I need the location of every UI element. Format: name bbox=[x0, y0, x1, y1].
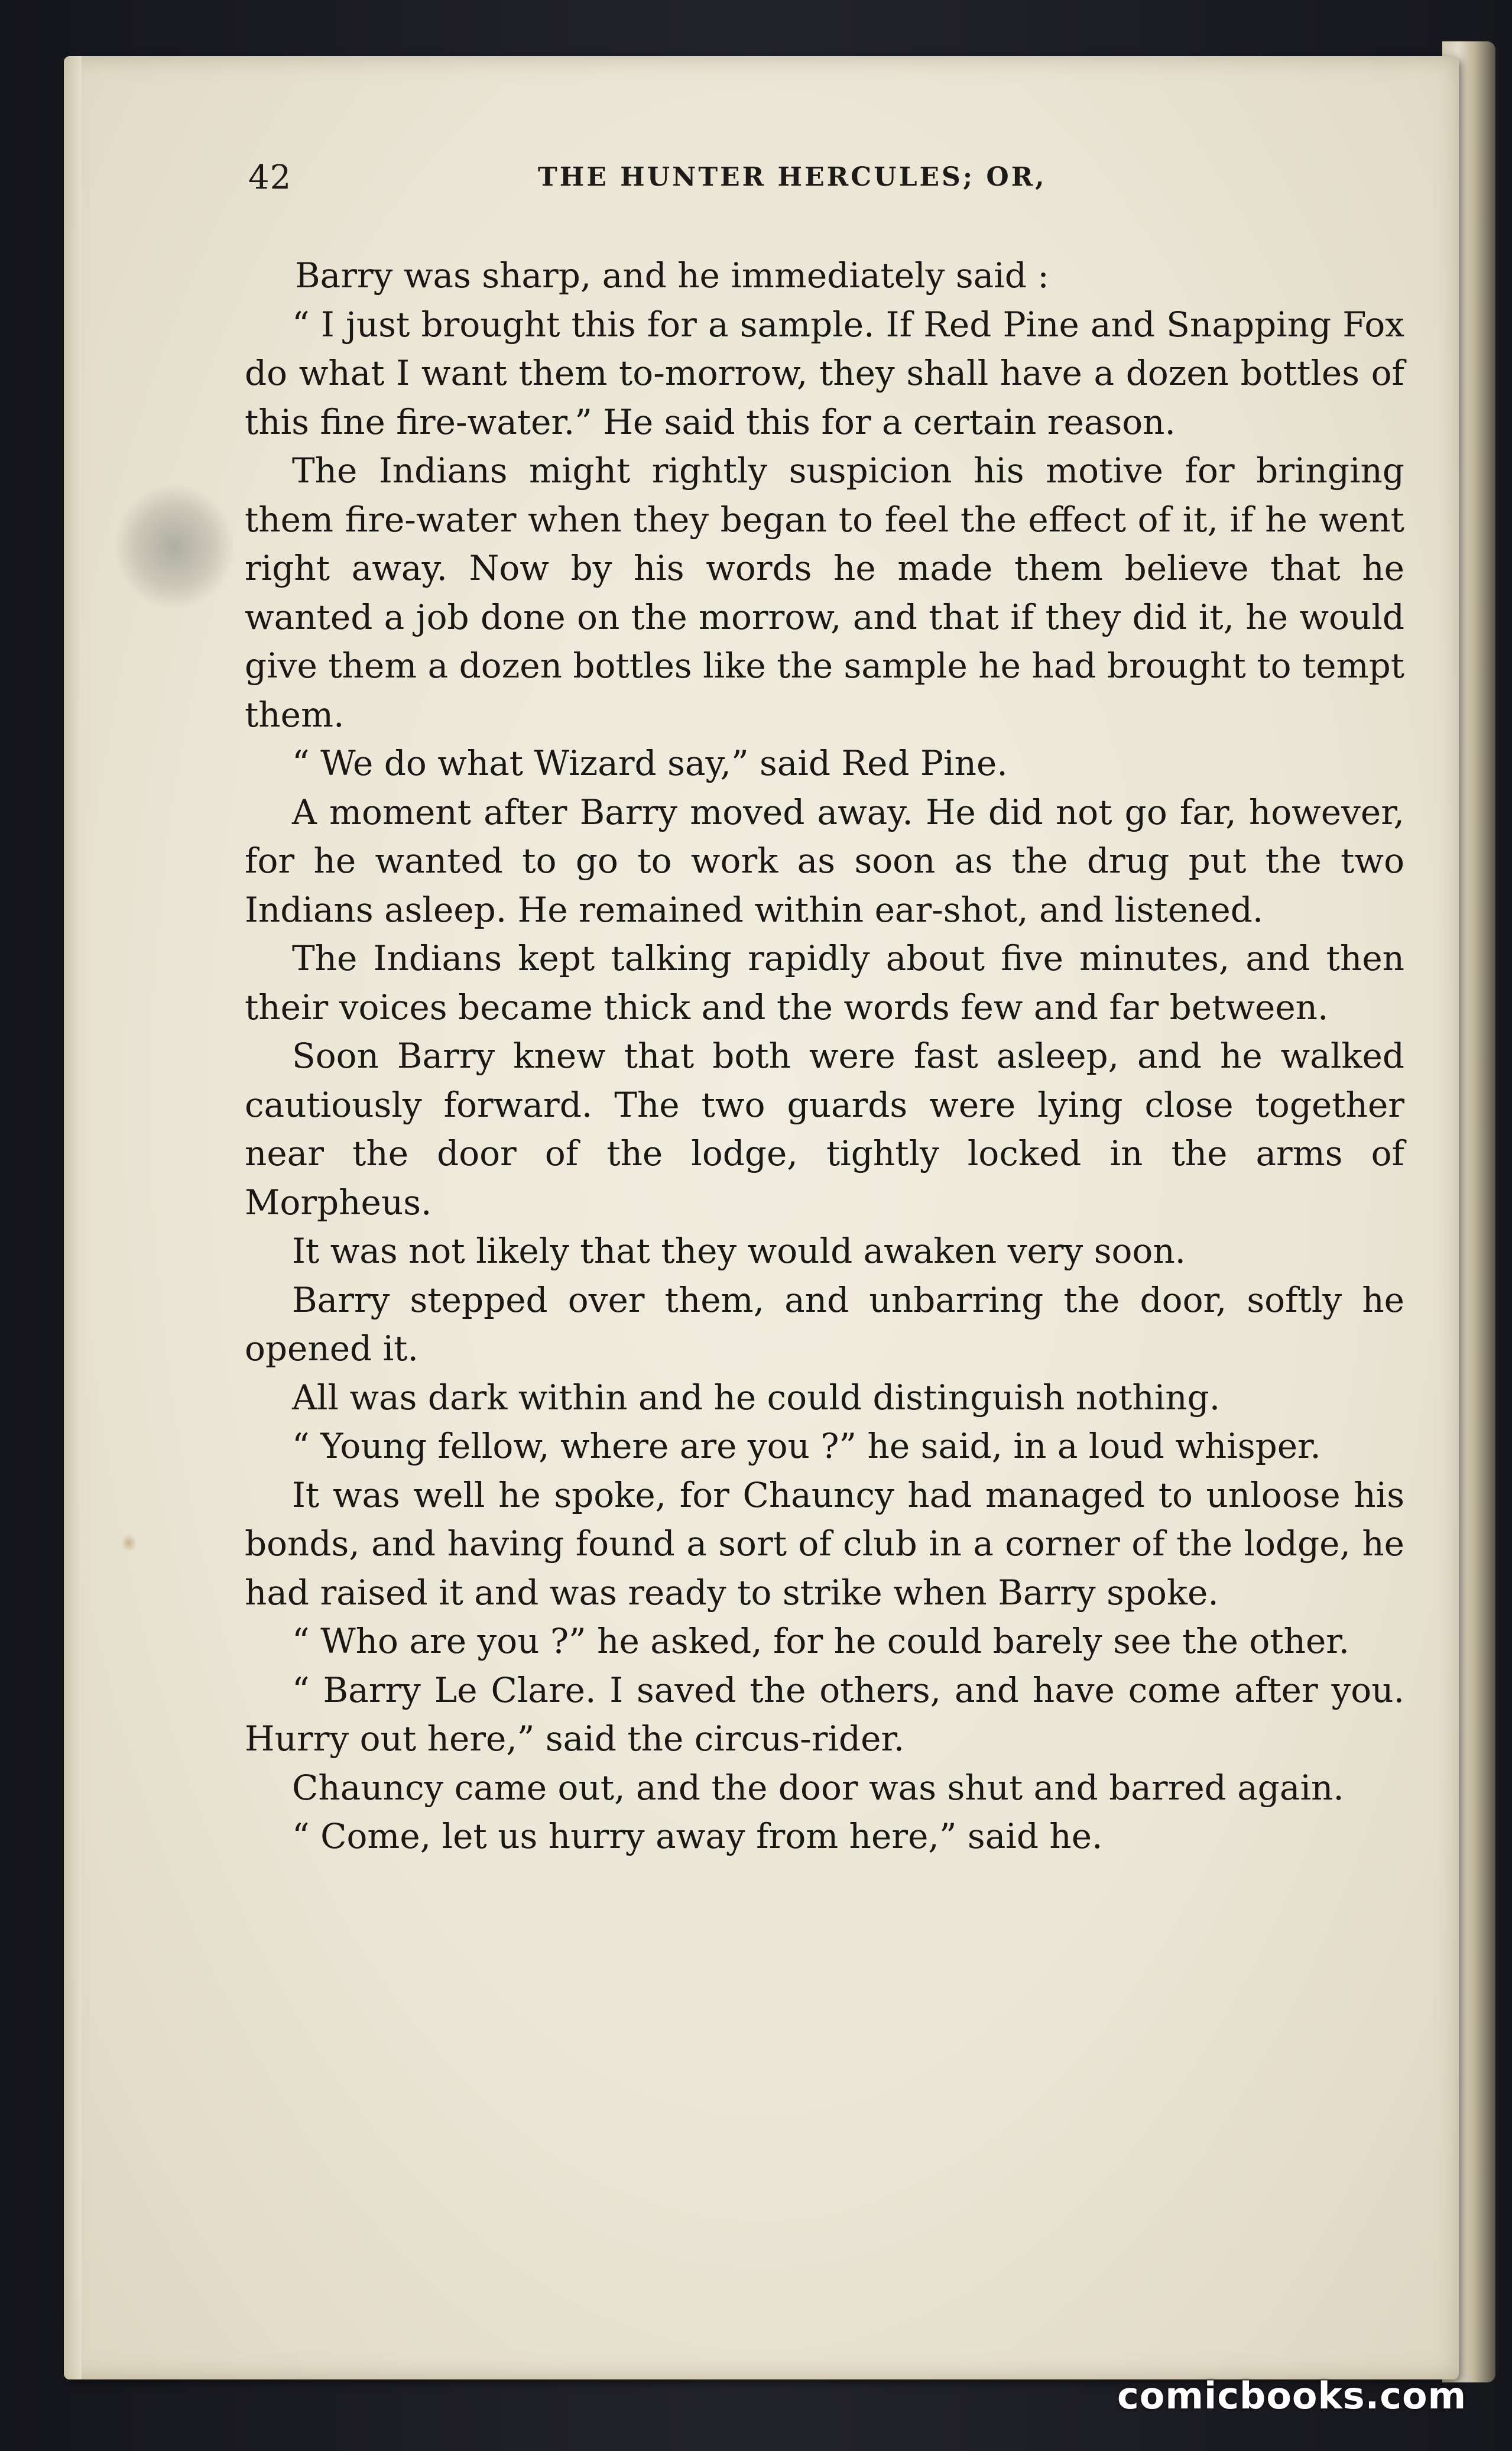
paragraph: “ I just brought this for a sample. If Red Pine and Snapping Fox do what I want them to-morrow, they shall have a dozen bottles of this fine fire-water.” He said this for a certain reason. bbox=[245, 304, 1404, 442]
page-number: 42 bbox=[248, 158, 292, 197]
paragraph: All was dark within and he could distinguish nothing. bbox=[292, 1377, 1221, 1418]
watermark: comicbooks.com bbox=[1117, 2374, 1467, 2417]
paragraph: “ Barry Le Clare. I saved the others, and have come after you. Hurry out here,” said the circus-rider. bbox=[245, 1669, 1404, 1759]
paragraph: “ Young fellow, where are you ?” he said, in a loud whisper. bbox=[292, 1426, 1321, 1466]
running-head: THE HUNTER HERCULES; OR, bbox=[538, 162, 1047, 192]
paragraph: The Indians kept talking rapidly about five minutes, and then their voices became thick and the words few and far between. bbox=[245, 938, 1404, 1027]
paper-stain bbox=[115, 485, 233, 609]
paragraph: It was well he spoke, for Chauncy had managed to unloose his bonds, and having found a sort of club in a corner of the lodge, he had raised it and was ready to strike when Barry spoke. bbox=[245, 1474, 1404, 1613]
paragraph: “ Who are you ?” he asked, for he could barely see the other. bbox=[292, 1621, 1350, 1661]
paragraph: Barry was sharp, and he immediately said : bbox=[295, 255, 1049, 296]
paragraph: A moment after Barry moved away. He did not go far, however, for he wanted to go to work as soon as the drug put the two Indians asleep. He remained within ear-shot, and listened. bbox=[245, 792, 1404, 930]
body-text bbox=[245, 251, 1404, 1861]
paragraph: It was not likely that they would awaken very soon. bbox=[292, 1231, 1186, 1271]
paragraph: Chauncy came out, and the door was shut and barred again. bbox=[292, 1767, 1344, 1808]
paper-speck bbox=[121, 1534, 137, 1552]
paragraph: Soon Barry knew that both were fast asleep, and he walked cautiously forward. The two guards were lying close together near the door of the lodge, tightly locked in the arms of Morpheus. bbox=[245, 1036, 1404, 1223]
paragraph: Barry stepped over them, and unbarring the door, softly he opened it. bbox=[245, 1279, 1404, 1369]
page-header bbox=[248, 158, 1253, 200]
paragraph: “ Come, let us hurry away from here,” said he. bbox=[292, 1816, 1103, 1856]
paragraph: The Indians might rightly suspicion his motive for bringing them fire-water when they began to feel the effect of it, if he went right away. Now by his words he made them believe that he wanted a job done on the morrow, and that if they did it, he would give them a dozen bottles like the sample he had brought to tempt them. bbox=[245, 450, 1405, 735]
page-edge bbox=[64, 56, 82, 2379]
paragraph: “ We do what Wizard say,” said Red Pine. bbox=[292, 743, 1008, 783]
